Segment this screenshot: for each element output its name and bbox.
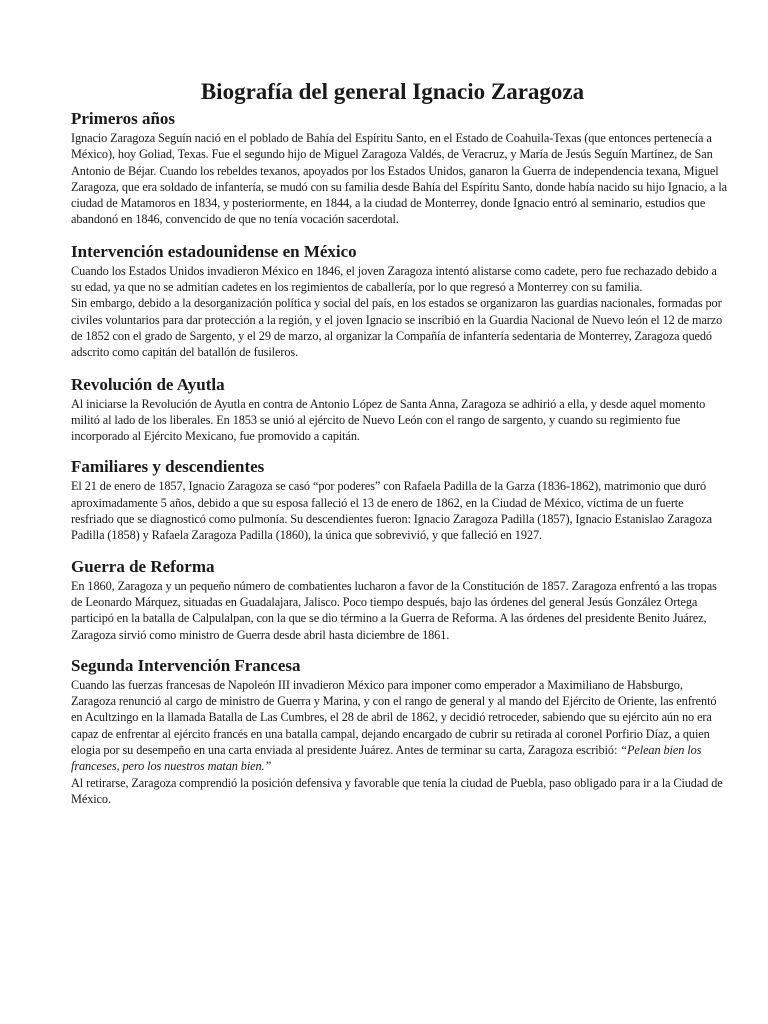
section-paragraph: Sin embargo, debido a la desorganización política y social del país, en los estados se organizaron las guardias nacionales, formadas por civiles voluntarios para dar protección a la región, y el joven Ignacio se inscribió en la Guardia Nacional de Nuevo león el 12 de marzo de 1852 con el grado de Sargento, y el 29 de marzo, al organizar la Compañía de infantería sedentaria de Monterrey, Zaragoza quedó adscrito como capitán del batallón de fusileros. — [71, 296, 723, 360]
section-heading: Revolución de Ayutla — [71, 374, 225, 394]
section-familiares — [71, 456, 728, 543]
section-segunda-intervencion — [71, 655, 728, 807]
section-paragraph: En 1860, Zaragoza y un pequeño número de combatientes lucharon a favor de la Constitución de 1857. Zaragoza enfrentó a las tropas de Leonardo Márquez, situadas en Guadalajara, Jalisco. Poco tiempo después, bajo las órdenes del general Jesús González Ortega participó en la batalla de Calpulalpan, con la que se dio término a la Guerra de Reforma. A las órdenes del presidente Benito Juárez, Zaragoza sirvió como ministro de Guerra desde abril hasta diciembre de 1861. — [71, 578, 717, 642]
section-guerra-reforma — [71, 556, 728, 643]
section-paragraph: El 21 de enero de 1857, Ignacio Zaragoza se casó “por poderes” con Rafaela Padilla de la Garza (1836-1862), matrimonio que duró aproximadamente 5 años, debido a que su esposa falleció el 13 de enero de 1862, en la Ciudad de México, víctima de un fuerte resfriado que se diagnosticó como pulmonía. Su descendientes fueron: Ignacio Zaragoza Padilla (1857), Ignacio Estanislao Zaragoza Padilla (1858) y Rafaela Zaragoza Padilla (1860), la única que sobrevivió, y que falleció en 1927. — [71, 479, 713, 543]
section-paragraph: Ignacio Zaragoza Seguín nació en el poblado de Bahía del Espíritu Santo, en el Estado de Coahuila-Texas (que entonces pertenecía a México), hoy Goliad, Texas. Fue el segundo hijo de Miguel Zaragoza Valdés, de Veracruz, y María de Jesús Seguín Martínez, de San Antonio de Béjar. Cuando los rebeldes texanos, apoyados por los Estados Unidos, ganaron la Guerra de independencia texana, Miguel Zaragoza, que era soldado de infantería, se mudó con su familia desde Bahía del Espíritu Santo, donde había nacido su hijo Ignacio, a la ciudad de Matamoros en 1834, y posteriormente, en 1844, a la ciudad de Monterrey, donde Ignacio entró al seminario, estudios que abandonó en 1846, convencido de que no tenía vocación sacerdotal. — [71, 131, 728, 227]
section-heading: Segunda Intervención Francesa — [71, 655, 301, 675]
section-paragraph: Al iniciarse la Revolución de Ayutla en contra de Antonio López de Santa Anna, Zaragoza se adhirió a ella, y desde aquel momento militó al lado de los liberales. En 1853 se unió al ejército de Nuevo León con el rango de sargento, y cuando su regimiento fue incorporado al Ejército Mexicano, fue promovido a capitán. — [71, 396, 706, 444]
section-paragraph — [71, 677, 728, 775]
quote: “Pelean bien los franceses, pero los nuestros matan bien.” — [71, 743, 702, 774]
section-heading: Primeros años — [71, 109, 176, 128]
section-heading: Intervención estadounidense en México — [71, 241, 357, 261]
section-paragraph: Cuando los Estados Unidos invadieron México en 1846, el joven Zaragoza intentó alistarse como cadete, pero fue rechazado debido a su edad, ya que no se admitían cadetes en los regimientos de caballería, por lo que regresó a Monterrey con su familia. — [71, 263, 717, 295]
section-intervencion-estadounidense — [71, 241, 728, 361]
document-title: Biografía del general Ignacio Zaragoza — [200, 79, 585, 104]
section-heading: Familiares y descendientes — [71, 457, 265, 477]
section-revolucion-ayutla — [71, 374, 728, 445]
section-heading: Guerra de Reforma — [71, 556, 215, 576]
section-paragraph: Al retirarse, Zaragoza comprendió la posición defensiva y favorable que tenía la ciudad de Puebla, paso obligado para ir a la Ciudad de México. — [71, 775, 723, 806]
paragraph-text: Cuando las fuerzas francesas de Napoleón III invadieron México para imponer como emperador a Maximiliano de Habsburgo, Zaragoza renunció al cargo de ministro de Guerra y Marina, y con el rango de general y al mando del Ejército de Oriente, las enfrentó en Acultzingo en la llamada Batalla de Las Cumbres, el 28 de abril de 1862, y decidió retroceder, sabiendo que su ejército aún no era capaz de enfrentar al ejército francés en una batalla campal, dejando encargado de cubrir su retirada al coronel Porfirio Díaz, a quien elogia por su desempeño en una carta enviada al presidente Juárez. Antes de terminar su carta, Zaragoza escribió: — [71, 677, 717, 758]
section-primeros-anos — [71, 108, 728, 228]
